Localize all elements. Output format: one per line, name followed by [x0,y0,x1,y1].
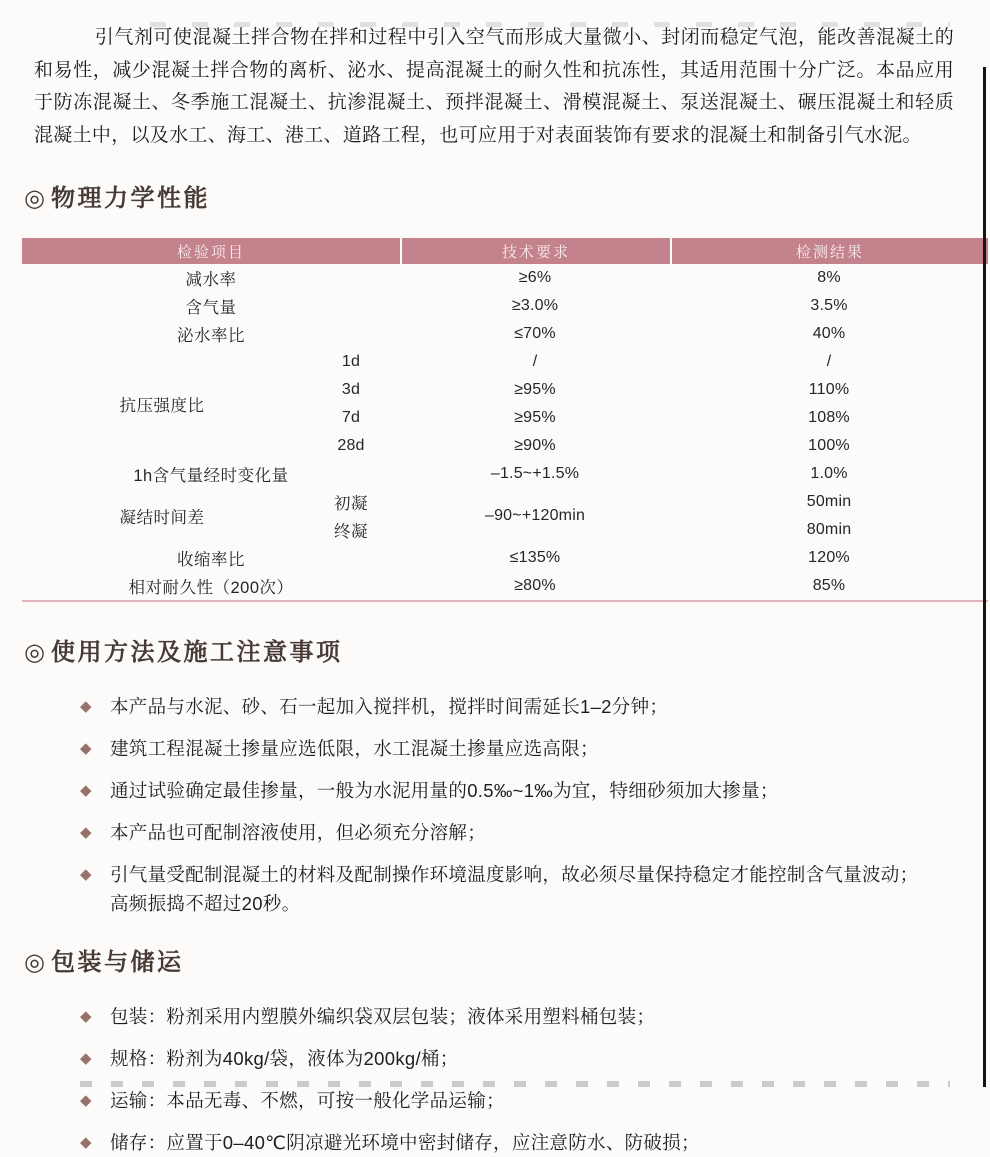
item-cell: 含气量 [185,299,237,317]
result-cell: 85% [812,577,846,594]
section-title: 包装与储运 [50,949,184,976]
bullet-text: 包装：粉剂采用内塑膜外编织袋双层包装；液体采用塑料桶包装； [110,1006,656,1027]
table-row [22,264,988,292]
sub-item-cell: 28d [337,437,365,454]
diamond-bullet-icon: ◆ [80,740,92,757]
requirement-cell: ≥95% [514,381,556,398]
requirement-cell: –90~+120min [484,507,586,524]
result-cell: 108% [808,409,850,426]
scan-edge-line [983,67,986,1087]
requirement-cell: ≥95% [514,409,556,426]
diamond-bullet-icon: ◆ [80,1134,92,1151]
item-cell: 泌水率比 [177,327,245,345]
list-item [80,1128,962,1157]
sub-item-cell: 初凝 [334,495,368,513]
result-cell: 120% [808,549,850,566]
requirement-cell: ≤70% [514,325,556,342]
cropped-text-artifact-top [150,22,950,27]
requirement-cell: ≥80% [514,577,556,594]
table-row [22,460,988,488]
packing-bullet-list [0,1002,990,1157]
requirement-cell: –1.5~+1.5% [490,465,580,482]
diamond-bullet-icon: ◆ [80,1008,92,1025]
list-item [80,1086,962,1115]
requirement-cell: ≥6% [518,269,552,286]
section-heading-physical [24,184,990,214]
table-row [22,488,988,516]
item-group-cell: 凝结时间差 [119,509,205,527]
result-cell: 80min [806,521,852,538]
section-heading-packing [24,948,990,978]
result-cell: 110% [808,381,850,398]
list-item [80,1002,962,1031]
table-row [22,320,988,348]
table-row [22,572,988,600]
result-cell: 40% [812,325,846,342]
table-row [22,544,988,572]
bullet-text: 本产品与水泥、砂、石一起加入搅拌机，搅拌时间需延长1–2分钟； [110,696,669,717]
properties-table [22,238,988,602]
requirement-cell: ≥90% [514,437,556,454]
item-cell: 收缩率比 [177,551,245,569]
sub-item-cell: 终凝 [334,523,368,541]
cropped-text-artifact-bottom [80,1081,950,1087]
intro-paragraph: 引气剂可使混凝土拌合物在拌和过程中引入空气而形成大量微小、封闭而稳定气泡，能改善混凝土的和易性，减少混凝土拌合物的离析、泌水、提高混凝土的耐久性和抗冻性，其适用范围十分广泛。本品应用于防冻混凝土、冬季施工混凝土、抗渗混凝土、预拌混凝土、滑模混凝土、泵送混凝土、碾压混凝土和轻质混凝土中，以及水工、海工、港工、道路工程，也可应用于对表面装饰有要求的混凝土和制备引气水泥。 [34,27,954,146]
list-item [80,734,962,763]
diamond-bullet-icon: ◆ [80,1050,92,1067]
list-item [80,818,962,847]
sub-item-cell: 7d [341,409,361,426]
bullet-text: 运输：本品无毒、不燃，可按一般化学品运输； [110,1090,505,1111]
result-cell: 3.5% [810,297,848,314]
item-cell: 1h含气量经时变化量 [133,467,289,485]
col-header-requirement: 技术要求 [400,238,670,264]
result-cell: 8% [817,269,841,286]
bullet-text: 储存：应置于0–40℃阴凉避光环境中密封储存，应注意防水、防破损； [110,1132,700,1153]
bullet-text: 建筑工程混凝土掺量应选低限，水工混凝土掺量应选高限； [110,738,599,759]
item-cell: 相对耐久性（200次） [128,579,294,597]
result-cell: 1.0% [810,465,848,482]
sub-item-cell: 1d [341,353,361,370]
usage-bullet-list [0,692,990,918]
bullet-text: 规格：粉剂为40kg/袋，液体为200kg/桶； [110,1048,459,1069]
item-group-cell: 抗压强度比 [119,397,205,415]
col-header-result: 检测结果 [670,238,988,264]
table-row [22,292,988,320]
table-header-row [22,238,988,264]
diamond-bullet-icon: ◆ [80,698,92,715]
diamond-bullet-icon: ◆ [80,782,92,799]
diamond-bullet-icon: ◆ [80,1092,92,1109]
bullet-text: 通过试验确定最佳掺量，一般为水泥用量的0.5‰~1‰为宜，特细砂须加大掺量； [110,780,779,801]
col-header-item: 检验项目 [22,238,400,264]
sub-item-cell: 3d [341,381,361,398]
list-item [80,692,962,721]
result-cell: 50min [806,493,852,510]
section-title: 物理力学性能 [50,185,210,212]
bullet-text: 引气量受配制混凝土的材料及配制操作环境温度影响，故必须尽量保持稳定才能控制含气量波动； [110,864,919,885]
list-item [80,860,962,918]
table-row [22,348,988,376]
bullet-text: 本产品也可配制溶液使用，但必须充分溶解； [110,822,487,843]
result-cell: / [826,353,832,370]
list-item [80,1044,962,1073]
diamond-bullet-icon: ◆ [80,866,92,883]
item-cell: 减水率 [185,271,237,289]
requirement-cell: / [532,353,538,370]
requirement-cell: ≥3.0% [511,297,559,314]
diamond-bullet-icon: ◆ [80,824,92,841]
requirement-cell: ≤135% [509,549,561,566]
result-cell: 100% [808,437,850,454]
section-marker-icon: ◎ [24,185,45,212]
section-marker-icon: ◎ [24,949,45,976]
section-marker-icon: ◎ [24,639,45,666]
section-title: 使用方法及施工注意事项 [50,639,343,666]
section-heading-usage [24,638,990,668]
bullet-text-continuation: 高频振捣不超过20秒。 [110,893,301,914]
list-item [80,776,962,805]
